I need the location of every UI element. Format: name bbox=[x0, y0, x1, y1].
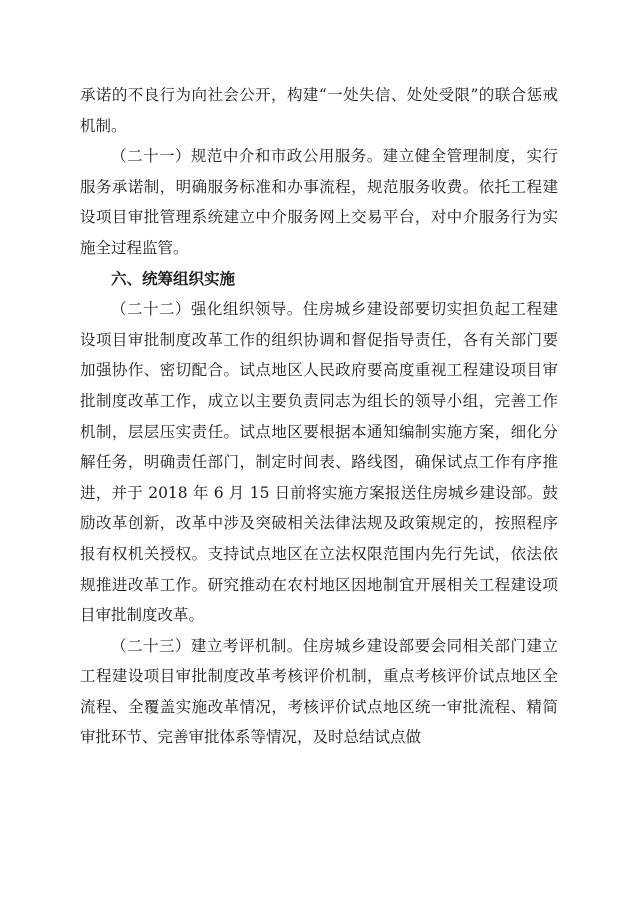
paragraph-item-23: （二十三）建立考评机制。住房城乡建设部要会同相关部门建立工程建设项目审批制度改革考核评价机制，重点考核评价试点地区全流程、全覆盖实施改革情况，考核评价试点地区统一审批流程、精简审批环节、完善审批体系等情况，及时总结试点做 bbox=[80, 636, 558, 747]
paragraph-item-21: （二十一）规范中介和市政公用服务。建立健全管理制度，实行服务承诺制，明确服务标准和办事流程，规范服务收费。依托工程建设项目审批管理系统建立中介服务网上交易平台，对中介服务行为实施全过程监管。 bbox=[80, 147, 558, 257]
document-body bbox=[80, 80, 558, 753]
paragraph-item-22: （二十二）强化组织领导。住房城乡建设部要切实担负起工程建设项目审批制度改革工作的组织协调和督促指导责任，各有关部门要加强协作、密切配合。试点地区人民政府要高度重视工程建设项目审批制度改革工作，成立以主要负责同志为组长的领导小组，完善工作机制，层层压实责任。试点地区要根据本通知编制实施方案，细化分解任务，明确责任部门，制定时间表、路线图，确保试点工作有序推进，并于 2018 年 6 月 15 日前将实施方案报送住房城乡建设部。鼓励改革创新，改革中涉及突破相关法律法规及政策规定的，按照程序报有权机关授权。支持试点地区在立法权限范围内先行先试，依法依规推进改革工作。研究推动在农村地区因地制宜开展相关工程建设项目审批制度改革。 bbox=[80, 300, 558, 625]
section-heading: 六、统筹组织实施 bbox=[111, 268, 236, 288]
paragraph-continuation: 承诺的不良行为向社会公开，构建“一处失信、处处受限”的联合惩戒机制。 bbox=[80, 86, 558, 135]
